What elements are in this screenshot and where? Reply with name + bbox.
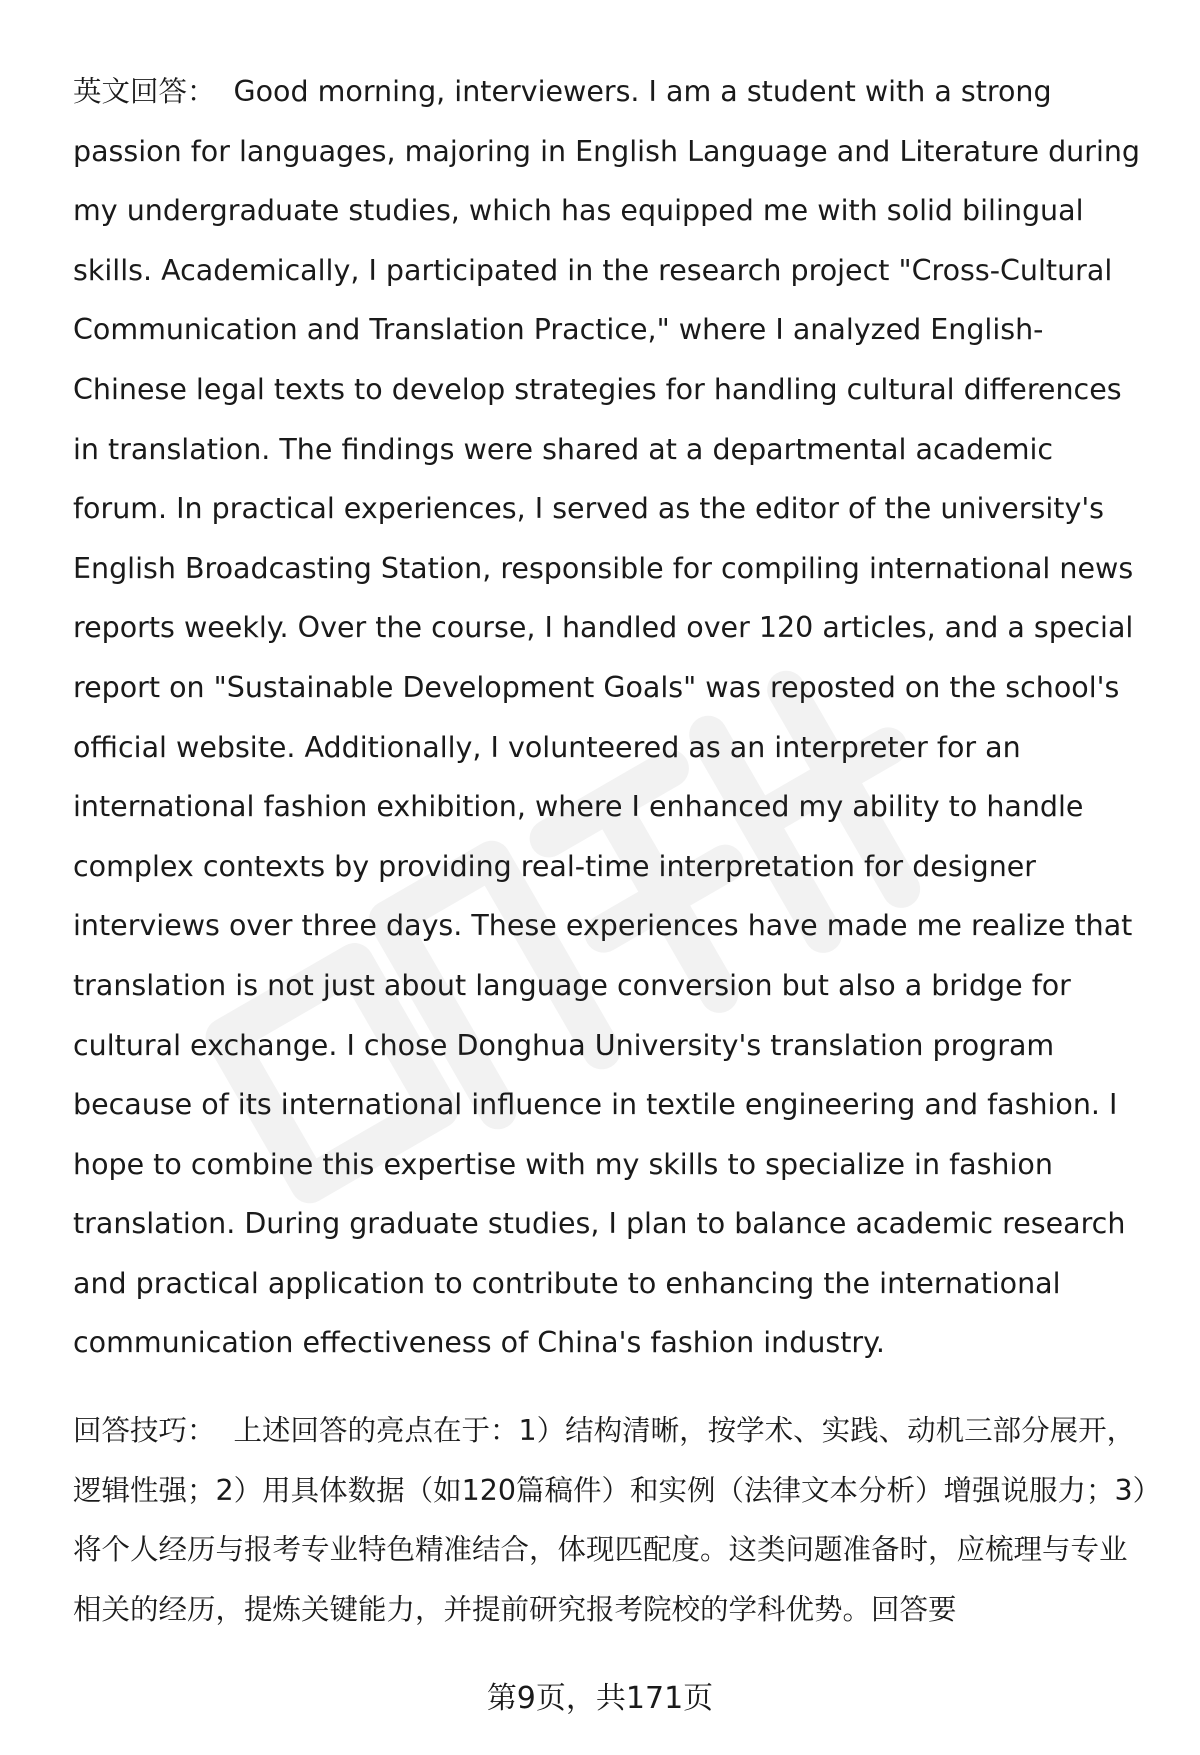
answer-tips-label: 回答技巧： (73, 1414, 216, 1448)
english-answer-label: 英文回答： (73, 75, 216, 108)
answer-tips-paragraph (73, 1401, 1153, 1639)
page-number-footer: 第9页，共171页 (486, 1681, 714, 1716)
english-answer-paragraph (73, 62, 1153, 1373)
english-answer-text: Good morning, interviewers. I am a student with a strong passion for languages, majoring in English Language and Literature during my undergraduate studies, which has equipped me with solid bilingual skills. Academically, I participated in the research project "Cross-Cultural Communication and Translation Practice," where I analyzed English-Chinese legal texts to develop strategies for handling cultural differences in translation. The findings were shared at a departmental academic forum. In practical experiences, I served as the editor of the university's English Broadcasting Station, responsible for compiling international news reports weekly. Over the course, I handled over 120 articles, and a special report on "Sustainable Development Goals" was reposted on the school's official website. Additionally, I volunteered as an interpreter for an international fashion exhibition, where I enhanced my ability to handle complex contexts by providing real-time interpretation for designer interviews over three days. These experiences have made me realize that translation is not just about language conversion but also a bridge for cultural exchange. I chose Donghua University's translation program because of its international influence in textile engineering and fashion. I hope to combine this expertise with my skills to specialize in fashion translation. During graduate studies, I plan to balance academic research and practical application to contribute to enhancing the international communication effectiveness of China's fashion industry. (73, 75, 1141, 1360)
answer-tips-text: 上述回答的亮点在于：1）结构清晰，按学术、实践、动机三部分展开，逻辑性强；2）用具体数据（如120篇稿件）和实例（法律文本分析）增强说服力；3）将个人经历与报考专业特色精准结合，体现匹配度。这类问题准备时，应梳理与专业相关的经历，提炼关键能力，并提前研究报考院校的学科优势。回答要 (73, 1414, 1147, 1626)
page-content (73, 62, 1153, 1639)
